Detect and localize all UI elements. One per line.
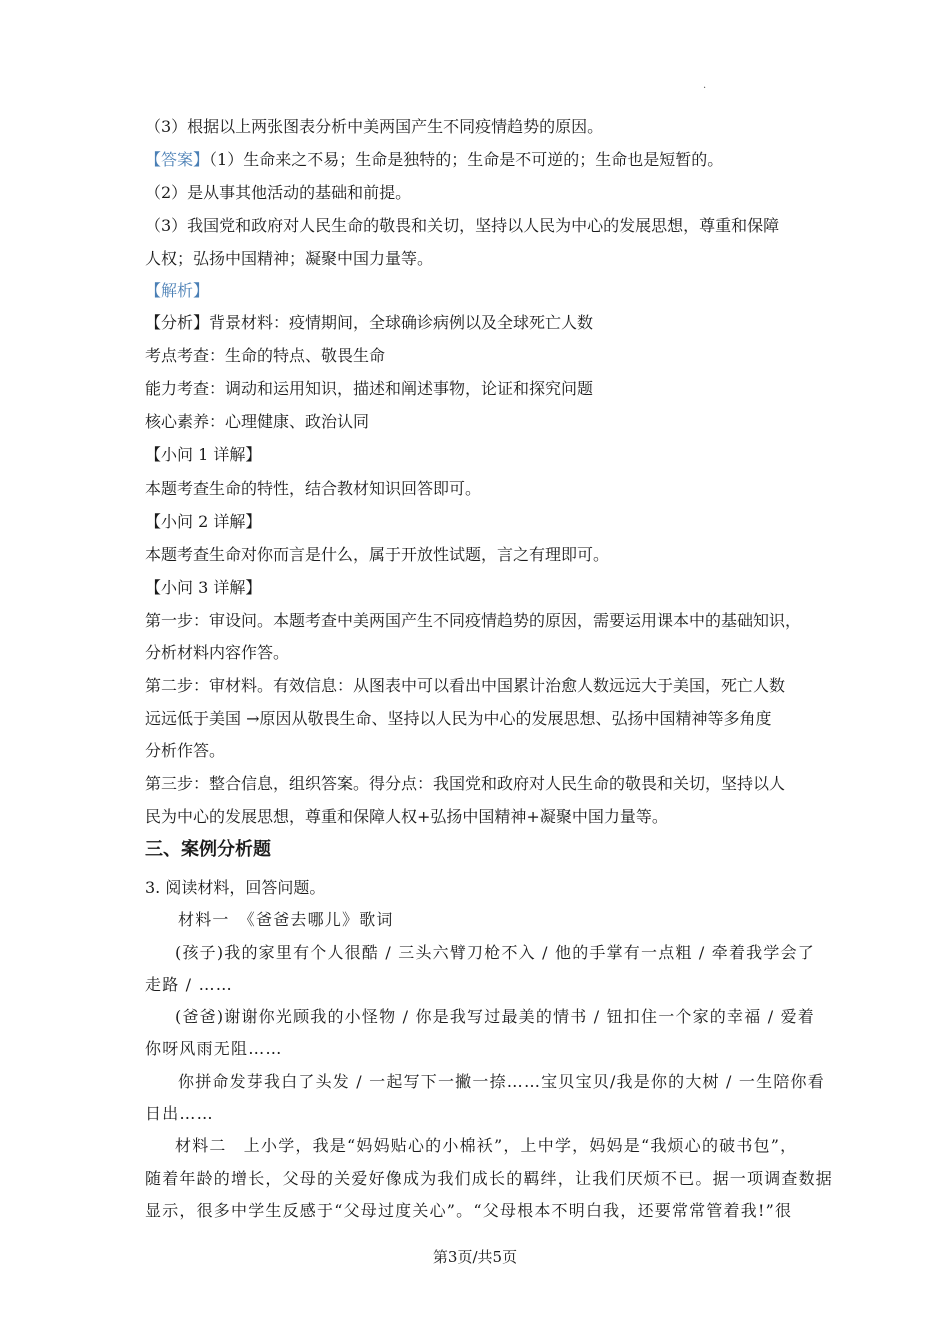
page-number: 第3页/共5页 (432, 1248, 518, 1266)
answer-line-2: （2）是从事其他活动的基础和前提。 (145, 183, 412, 202)
analysis-tag: 【解析】 (145, 281, 210, 300)
answer-tag: 【答案】 (145, 150, 210, 169)
sub-question-3-heading: 【小问 3 详解】 (145, 578, 262, 597)
sub-question-1-detail: 本题考查生命的特性，结合教材知识回答即可。 (145, 479, 482, 498)
material-1-title: 材料一 《爸爸去哪儿》歌词 (178, 910, 394, 929)
answer-line-1 (145, 149, 810, 171)
lyrics-chorus-line-2: 日出…… (145, 1104, 214, 1123)
analysis-point: 考点考查：生命的特点、敬畏生命 (145, 346, 386, 365)
material-2-line-1: 材料二 上小学，我是“妈妈贴心的小棉袄”，上中学，妈妈是“我烦心的破书包”， (175, 1136, 798, 1155)
step-3-line-2: 民为中心的发展思想，尊重和保障人权+弘扬中国精神+凝聚中国力量等。 (145, 807, 668, 826)
question-3-prompt: （3）根据以上两张图表分析中美两国产生不同疫情趋势的原因。 (145, 117, 604, 136)
section-heading: 三、案例分析题 (145, 839, 271, 860)
material-2-line-3: 显示，很多中学生反感于“父母过度关心”。“父母根本不明白我，还要常常管着我!”很 (145, 1201, 793, 1220)
lyrics-chorus-line-1: 你拼命发芽我白了头发 / 一起写下一撇一捺……宝贝宝贝/我是你的大树 / 一生陪你看 (178, 1072, 825, 1091)
sub-question-2-detail: 本题考查生命对你而言是什么，属于开放性试题，言之有理即可。 (145, 545, 610, 564)
step-2-line-1: 第二步：审材料。有效信息：从图表中可以看出中国累计治愈人数远远大于美国，死亡人数 (145, 676, 786, 695)
analysis-ability: 能力考查：调动和运用知识，描述和阐述事物，论证和探究问题 (145, 379, 594, 398)
lyrics-father-line-2: 你呀风雨无阻…… (145, 1039, 283, 1058)
step-1-line-2: 分析材料内容作答。 (145, 643, 290, 662)
answer-line-3: （3）我国党和政府对人民生命的敬畏和关切，坚持以人民为中心的发展思想，尊重和保障 (145, 216, 780, 235)
answer-text-1: （1）生命来之不易；生命是独特的；生命是不可逆的；生命也是短暂的。 (209, 150, 724, 169)
analysis-background: 【分析】背景材料：疫情期间，全球确诊病例以及全球死亡人数 (145, 313, 594, 332)
step-2-line-3: 分析作答。 (145, 741, 226, 760)
lyrics-child-line-2: 走路 / …… (145, 975, 233, 994)
sub-question-2-heading: 【小问 2 详解】 (145, 512, 262, 531)
sub-question-1-heading: 【小问 1 详解】 (145, 445, 262, 464)
question-3-intro: 3. 阅读材料，回答问题。 (145, 878, 326, 897)
step-1-line-1: 第一步：审设问。本题考查中美两国产生不同疫情趋势的原因，需要运用课本中的基础知识， (145, 611, 802, 630)
analysis-core: 核心素养：心理健康、政治认同 (145, 412, 370, 431)
lyrics-child-line-1: (孩子)我的家里有个人很酷 / 三头六臂刀枪不入 / 他的手掌有一点粗 / 牵着我学会了 (175, 943, 815, 962)
corner-mark: . (703, 80, 707, 91)
lyrics-father-line-1: (爸爸)谢谢你光顾我的小怪物 / 你是我写过最美的情书 / 钮扣住一个家的幸福 / 爱着 (175, 1007, 815, 1026)
step-3-line-1: 第三步：整合信息，组织答案。得分点：我国党和政府对人民生命的敬畏和关切，坚持以人 (145, 774, 786, 793)
answer-line-4: 人权；弘扬中国精神；凝聚中国力量等。 (145, 249, 434, 268)
material-2-line-2: 随着年龄的增长，父母的关爱好像成为我们成长的羁绊，让我们厌烦不已。据一项调查数据 (145, 1169, 834, 1188)
step-2-line-2: 远远低于美国 →原因从敬畏生命、坚持以人民为中心的发展思想、弘扬中国精神等多角度 (145, 709, 772, 728)
